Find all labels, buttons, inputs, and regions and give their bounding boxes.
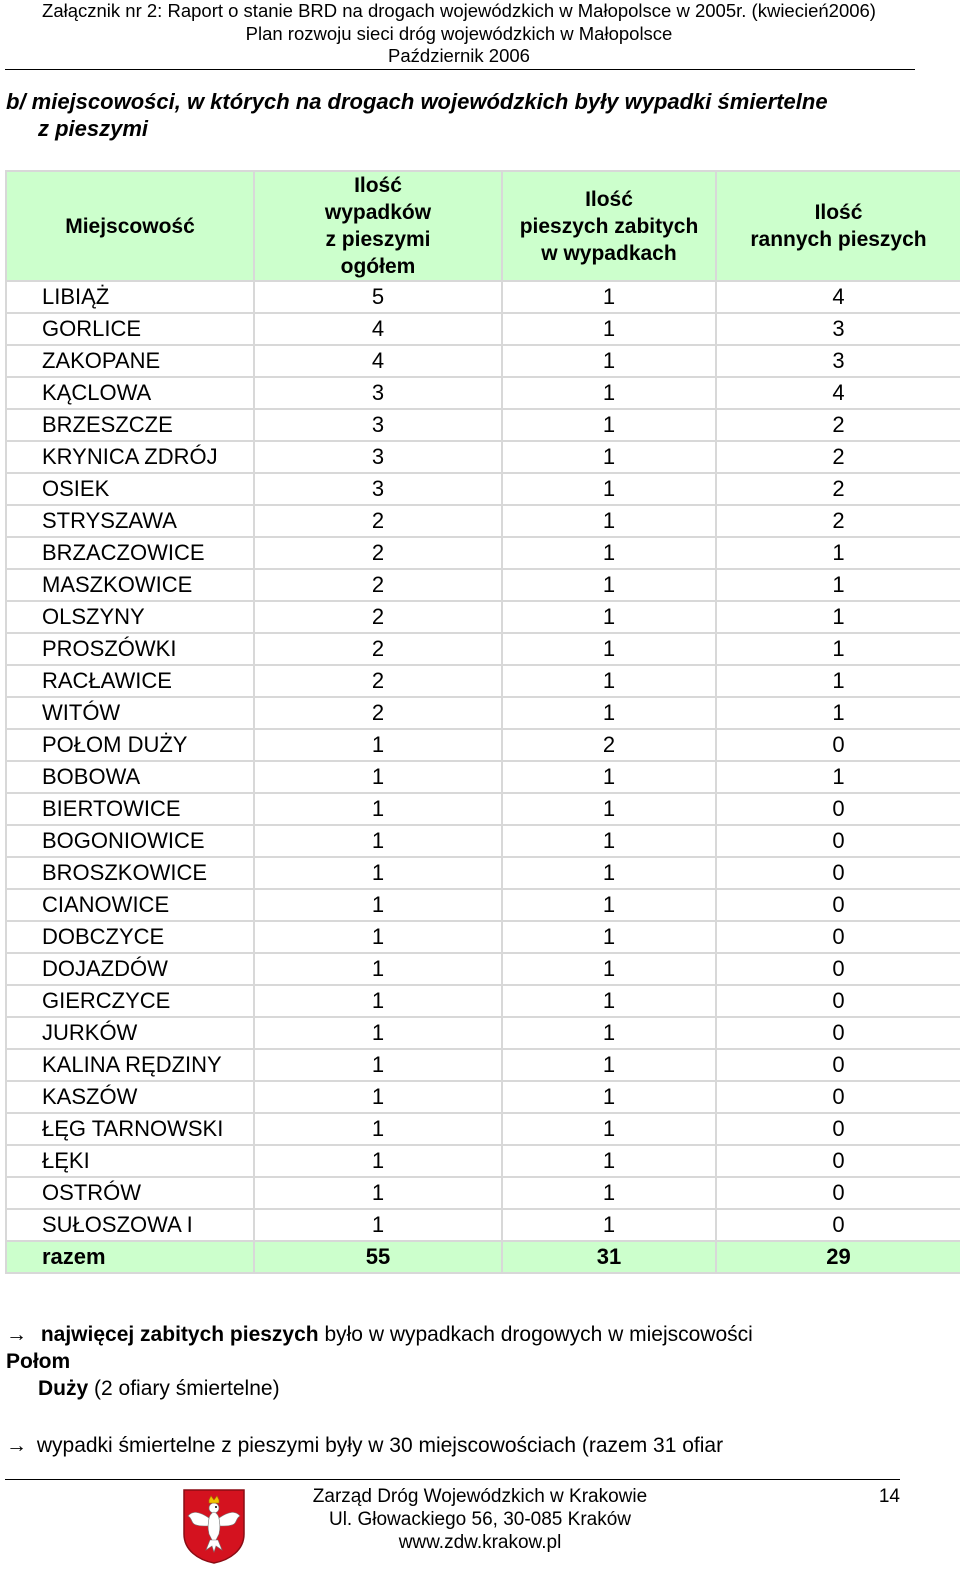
cell-killed: 1: [502, 505, 716, 537]
table-row: [6, 729, 960, 761]
cell-locality: ŁĘKI: [6, 1145, 254, 1177]
section-title-line-1: b/ miejscowości, w których na drogach wojewódzkich były wypadki śmiertelne: [6, 89, 828, 114]
page-number: 14: [878, 1486, 900, 1507]
footer-line-1: Zarząd Dróg Wojewódzkich w Krakowie: [312, 1486, 648, 1507]
col-header-line: pieszych zabitych: [519, 214, 699, 238]
cell-injured: 1: [716, 601, 960, 633]
cell-accidents: 1: [254, 825, 502, 857]
table-row: [6, 281, 960, 313]
col-header-line: Ilość: [585, 187, 633, 211]
cell-locality: OSIEK: [6, 473, 254, 505]
cell-injured: 2: [716, 409, 960, 441]
cell-killed: 1: [502, 1177, 716, 1209]
cell-injured: 0: [716, 1145, 960, 1177]
table-row: [6, 857, 960, 889]
cell-accidents: 1: [254, 985, 502, 1017]
cell-locality: GIERCZYCE: [6, 985, 254, 1017]
table-row: [6, 473, 960, 505]
cell-injured: 2: [716, 473, 960, 505]
cell-locality: PROSZÓWKI: [6, 633, 254, 665]
cell-accidents: 1: [254, 953, 502, 985]
col-header-line: Ilość: [354, 174, 402, 197]
cell-accidents: 1: [254, 1113, 502, 1145]
cell-killed: 1: [502, 761, 716, 793]
cell-accidents: 1: [254, 1049, 502, 1081]
cell-injured: 1: [716, 697, 960, 729]
col-header-line: z pieszymi: [325, 228, 431, 251]
cell-locality: LIBIĄŻ: [6, 281, 254, 313]
table-row: [6, 1049, 960, 1081]
cell-killed: 1: [502, 281, 716, 313]
cell-accidents: 1: [254, 729, 502, 761]
cell-locality: BRZESZCZE: [6, 409, 254, 441]
cell-injured: 2: [716, 505, 960, 537]
col-header-line: w wypadkach: [541, 241, 677, 265]
note-1-bold: najwięcej zabitych pieszych: [40, 1323, 319, 1346]
cell-killed: 1: [502, 697, 716, 729]
cell-killed: 1: [502, 825, 716, 857]
col-header-locality-line: Miejscowość: [65, 214, 195, 238]
footer-line-3: www.zdw.krakow.pl: [398, 1532, 562, 1553]
table-row: [6, 665, 960, 697]
cell-accidents: 2: [254, 633, 502, 665]
cell-locality: KALINA RĘDZINY: [6, 1049, 254, 1081]
note-1-line-3-text: (2 ofiary śmiertelne): [88, 1377, 280, 1400]
header-line-3: Październik 2006: [388, 45, 530, 66]
cell-locality: KĄCLOWA: [6, 377, 254, 409]
cell-locality: CIANOWICE: [6, 889, 254, 921]
cell-killed: 1: [502, 665, 716, 697]
cell-accidents: 3: [254, 377, 502, 409]
section-title-line-2: z pieszymi: [38, 116, 149, 141]
cell-killed: 1: [502, 569, 716, 601]
cell-locality: RACŁAWICE: [6, 665, 254, 697]
cell-killed: 1: [502, 601, 716, 633]
cell-killed: 1: [502, 1081, 716, 1113]
table-row: [6, 697, 960, 729]
table-header-row: [6, 171, 960, 281]
table-row: [6, 1017, 960, 1049]
table-row: [6, 953, 960, 985]
cell-accidents: 3: [254, 409, 502, 441]
table-row: [6, 537, 960, 569]
cell-accidents: 1: [254, 1081, 502, 1113]
header-line-1: Załącznik nr 2: Raport o stanie BRD na drogach wojewódzkich w Małopolsce w 2005r. (kwiecień2006): [42, 0, 876, 21]
col-header-accidents-total: [254, 171, 502, 281]
note-localities-count: [6, 1432, 906, 1459]
cell-locality: BOBOWA: [6, 761, 254, 793]
total-injured: 29: [716, 1241, 960, 1273]
cell-killed: 1: [502, 633, 716, 665]
cell-injured: 0: [716, 1081, 960, 1113]
note-1-line-3-bold: Duży: [38, 1377, 89, 1400]
cell-killed: 1: [502, 377, 716, 409]
total-accidents: 55: [254, 1241, 502, 1273]
cell-killed: 1: [502, 441, 716, 473]
cell-locality: ŁĘG TARNOWSKI: [6, 1113, 254, 1145]
cell-accidents: 2: [254, 537, 502, 569]
cell-injured: 0: [716, 953, 960, 985]
cell-accidents: 3: [254, 473, 502, 505]
cell-accidents: 1: [254, 761, 502, 793]
cell-accidents: 2: [254, 697, 502, 729]
cell-injured: 1: [716, 761, 960, 793]
cell-injured: 0: [716, 825, 960, 857]
footer-divider: [5, 1479, 900, 1480]
col-header-pedestrians-killed: [502, 171, 716, 281]
arrow-icon: →: [6, 1323, 27, 1346]
cell-locality: KRYNICA ZDRÓJ: [6, 441, 254, 473]
cell-locality: WITÓW: [6, 697, 254, 729]
cell-injured: 1: [716, 569, 960, 601]
note-1-line-3: [6, 1375, 906, 1402]
note-1-line-2: Połom: [6, 1350, 71, 1373]
cell-locality: ZAKOPANE: [6, 345, 254, 377]
cell-locality: JURKÓW: [6, 1017, 254, 1049]
table-row: [6, 1177, 960, 1209]
table-row: [6, 441, 960, 473]
table-row: [6, 825, 960, 857]
cell-accidents: 1: [254, 1145, 502, 1177]
cell-killed: 1: [502, 313, 716, 345]
table-row: [6, 377, 960, 409]
cell-accidents: 1: [254, 1209, 502, 1241]
cell-killed: 1: [502, 1049, 716, 1081]
cell-accidents: 1: [254, 793, 502, 825]
cell-injured: 2: [716, 441, 960, 473]
header-divider: [5, 69, 915, 70]
cell-killed: 2: [502, 729, 716, 761]
cell-accidents: 1: [254, 1017, 502, 1049]
cell-locality: STRYSZAWA: [6, 505, 254, 537]
note-1-text: było w wypadkach drogowych w miejscowości: [318, 1323, 753, 1346]
table-row: [6, 985, 960, 1017]
cell-killed: 1: [502, 889, 716, 921]
cell-injured: 1: [716, 665, 960, 697]
cell-locality: KASZÓW: [6, 1081, 254, 1113]
cell-injured: 1: [716, 537, 960, 569]
cell-injured: 0: [716, 1113, 960, 1145]
col-header-line: wypadków: [324, 201, 432, 224]
table-row: [6, 633, 960, 665]
cell-killed: 1: [502, 409, 716, 441]
cell-killed: 1: [502, 473, 716, 505]
cell-injured: 3: [716, 345, 960, 377]
table-row: [6, 569, 960, 601]
col-header-line: rannych pieszych: [750, 228, 927, 251]
cell-locality: DOBCZYCE: [6, 921, 254, 953]
cell-locality: BOGONIOWICE: [6, 825, 254, 857]
cell-killed: 1: [502, 1113, 716, 1145]
cell-accidents: 1: [254, 1177, 502, 1209]
cell-injured: 0: [716, 985, 960, 1017]
cell-locality: POŁOM DUŻY: [6, 729, 254, 761]
cell-accidents: 2: [254, 665, 502, 697]
table-row: [6, 1209, 960, 1241]
table-row: [6, 601, 960, 633]
cell-locality: BIERTOWICE: [6, 793, 254, 825]
cell-killed: 1: [502, 921, 716, 953]
cell-locality: OLSZYNY: [6, 601, 254, 633]
cell-injured: 0: [716, 857, 960, 889]
arrow-icon: →: [6, 1434, 27, 1457]
table-total-row: [6, 1241, 960, 1273]
cell-accidents: 3: [254, 441, 502, 473]
fatal-pedestrian-accidents-table: [5, 170, 960, 1274]
cell-accidents: 2: [254, 569, 502, 601]
cell-accidents: 2: [254, 601, 502, 633]
cell-killed: 1: [502, 345, 716, 377]
table-row: [6, 1145, 960, 1177]
cell-accidents: 4: [254, 345, 502, 377]
note-most-fatalities: [6, 1321, 906, 1402]
table-row: [6, 921, 960, 953]
cell-injured: 0: [716, 1017, 960, 1049]
cell-injured: 4: [716, 281, 960, 313]
table-row: [6, 761, 960, 793]
cell-accidents: 5: [254, 281, 502, 313]
section-title: [6, 88, 906, 142]
cell-accidents: 2: [254, 505, 502, 537]
cell-locality: OSTRÓW: [6, 1177, 254, 1209]
cell-locality: DOJAZDÓW: [6, 953, 254, 985]
cell-killed: 1: [502, 1017, 716, 1049]
table-row: [6, 1081, 960, 1113]
cell-accidents: 4: [254, 313, 502, 345]
table-row: [6, 793, 960, 825]
cell-injured: 0: [716, 1049, 960, 1081]
table-row: [6, 505, 960, 537]
cell-locality: MASZKOWICE: [6, 569, 254, 601]
table-row: [6, 409, 960, 441]
note-2-text: wypadki śmiertelne z pieszymi były w 30 miejscowościach (razem 31 ofiar: [36, 1434, 724, 1457]
total-killed: 31: [502, 1241, 716, 1273]
cell-accidents: 1: [254, 921, 502, 953]
cell-injured: 0: [716, 889, 960, 921]
cell-injured: 1: [716, 633, 960, 665]
cell-injured: 0: [716, 1209, 960, 1241]
cell-injured: 3: [716, 313, 960, 345]
cell-killed: 1: [502, 953, 716, 985]
col-header-pedestrians-injured: [716, 171, 960, 281]
table-body: [6, 281, 960, 1241]
table-row: [6, 345, 960, 377]
footer-line-2: Ul. Głowackiego 56, 30-085 Kraków: [328, 1509, 632, 1530]
cell-locality: GORLICE: [6, 313, 254, 345]
table-row: [6, 1113, 960, 1145]
cell-injured: 0: [716, 1177, 960, 1209]
cell-locality: SUŁOSZOWA I: [6, 1209, 254, 1241]
header-line-2: Plan rozwoju sieci dróg wojewódzkich w Małopolsce: [245, 22, 673, 44]
table-row: [6, 889, 960, 921]
cell-accidents: 1: [254, 889, 502, 921]
total-label: razem: [6, 1241, 254, 1273]
cell-injured: 0: [716, 729, 960, 761]
cell-injured: 0: [716, 921, 960, 953]
cell-injured: 0: [716, 793, 960, 825]
cell-killed: 1: [502, 857, 716, 889]
table-row: [6, 313, 960, 345]
cell-killed: 1: [502, 1209, 716, 1241]
page-footer: [230, 1485, 730, 1554]
cell-locality: BROSZKOWICE: [6, 857, 254, 889]
cell-killed: 1: [502, 793, 716, 825]
cell-killed: 1: [502, 1145, 716, 1177]
cell-accidents: 1: [254, 857, 502, 889]
col-header-line: Ilość: [814, 201, 863, 224]
col-header-locality: [6, 171, 254, 281]
note-1-line-1: [6, 1321, 906, 1348]
cell-killed: 1: [502, 537, 716, 569]
page-header: [0, 0, 918, 68]
cell-killed: 1: [502, 985, 716, 1017]
cell-injured: 4: [716, 377, 960, 409]
cell-locality: BRZACZOWICE: [6, 537, 254, 569]
col-header-line: ogółem: [340, 255, 416, 278]
